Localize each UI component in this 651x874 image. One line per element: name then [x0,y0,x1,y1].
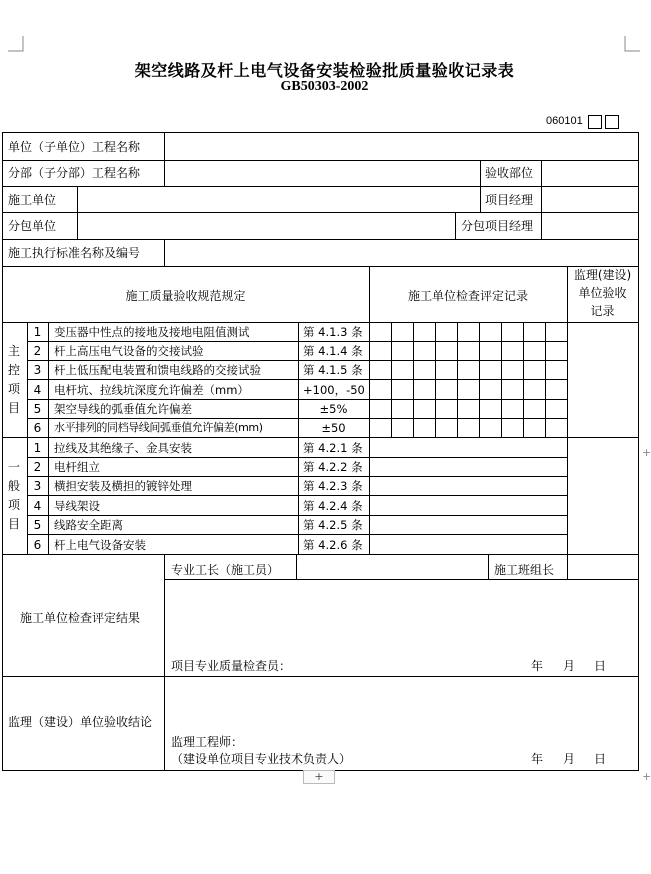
supervision-header-line3: 记录 [590,304,615,318]
main-item-no: 4 [33,383,42,397]
main-item-no: 3 [33,363,42,377]
main-item-name: 杆上低压配电装置和馈电线路的交接试验 [54,363,261,377]
supervision-header-line1: 监理(建设) [573,268,632,282]
conclusion-day: 日 [594,752,607,766]
result-year: 年 [531,659,544,673]
general-item-no: 1 [33,441,42,455]
general-item-name: 电杆组立 [54,460,100,474]
form-title: 架空线路及杆上电气设备安装检验批质量验收记录表 [134,61,515,80]
foreman-label: 专业工长（施工员） [171,563,280,577]
conclusion-year: 年 [531,752,544,766]
inspector-label: 项目专业质量检查员： [171,659,292,673]
general-item-clause: 第 4.2.4 条 [303,499,363,513]
general-item-no: 3 [33,479,42,493]
check-record-header: 施工单位检查评定记录 [407,289,528,303]
main-item-clause: 第 4.1.3 条 [303,325,363,339]
main-item-name: 水平排列的同档导线间弧垂值允许偏差(mm) [54,421,263,434]
main-item-name: 变压器中性点的接地及接地电阻值测试 [54,325,250,339]
project-manager-label: 项目经理 [485,193,534,207]
main-item-no: 6 [33,421,42,435]
standard-name-label: 施工执行标准名称及编号 [8,246,141,260]
main-item-no: 5 [33,402,42,416]
form-code: 060101 [546,115,583,127]
side-expand-icon[interactable]: + [642,446,651,459]
general-item-clause: 第 4.2.5 条 [303,518,363,532]
code-box-2[interactable] [605,115,619,129]
code-box-1[interactable] [588,115,602,129]
result-month: 月 [563,659,576,673]
subcontract-manager-label: 分包项目经理 [461,219,534,233]
general-group-label: 一 般 项 目 [7,460,20,531]
general-item-name: 杆上电气设备安装 [54,538,146,552]
add-row-button[interactable]: + [303,770,335,784]
general-item-no: 2 [33,460,42,474]
team-leader-label: 施工班组长 [494,563,555,577]
conclusion-month: 月 [563,752,576,766]
construction-unit-label: 施工单位 [8,193,57,207]
general-item-name: 线路安全距离 [54,518,123,532]
main-item-no: 1 [33,325,42,339]
main-item-clause: 第 4.1.4 条 [303,344,363,358]
spec-header: 施工质量验收规范规定 [125,289,246,303]
main-item-name: 杆上高压电气设备的交接试验 [54,344,204,358]
acceptance-part-label: 验收部位 [485,166,534,180]
conclusion-label: 监理（建设）单位验收结论 [8,715,153,729]
general-item-clause: 第 4.2.6 条 [303,538,363,552]
general-item-name: 横担安装及横担的镀锌处理 [54,479,192,493]
general-item-name: 拉线及其绝缘子、金具安装 [54,441,192,455]
general-item-clause: 第 4.2.1 条 [303,441,363,455]
unit-project-label: 单位（子单位）工程名称 [8,140,141,154]
main-item-name: 架空导线的弧垂值允许偏差 [54,402,192,416]
main-item-clause: 第 4.1.5 条 [303,363,363,377]
main-group-label: 主 控 项 目 [7,344,20,415]
result-label: 施工单位检查评定结果 [20,611,141,625]
general-item-clause: 第 4.2.2 条 [303,460,363,474]
corner-mark-top-right [624,36,640,52]
side-expand-icon-bottom[interactable]: + [642,770,651,783]
general-item-no: 6 [33,538,42,552]
main-item-clause: ±50 [321,421,346,435]
main-item-clause: ±5% [319,402,348,416]
general-item-no: 5 [33,518,42,532]
general-item-name: 导线架设 [54,499,100,513]
main-item-name: 电杆坑、拉线坑深度允许偏差（mm） [54,383,249,397]
sub-project-label: 分部（子分部）工程名称 [8,166,141,180]
general-item-clause: 第 4.2.3 条 [303,479,363,493]
main-item-no: 2 [33,344,42,358]
owner-rep-label: （建设单位项目专业技术负责人） [171,752,352,766]
corner-mark-top-left [8,36,24,52]
main-item-clause: +100，-50 [303,383,365,397]
standard-code: GB50303-2002 [280,79,369,94]
general-item-no: 4 [33,499,42,513]
supervision-header-line2: 单位验收 [578,286,627,300]
result-day: 日 [594,659,607,673]
subcontract-unit-label: 分包单位 [8,219,57,233]
engineer-label: 监理工程师： [171,735,244,749]
